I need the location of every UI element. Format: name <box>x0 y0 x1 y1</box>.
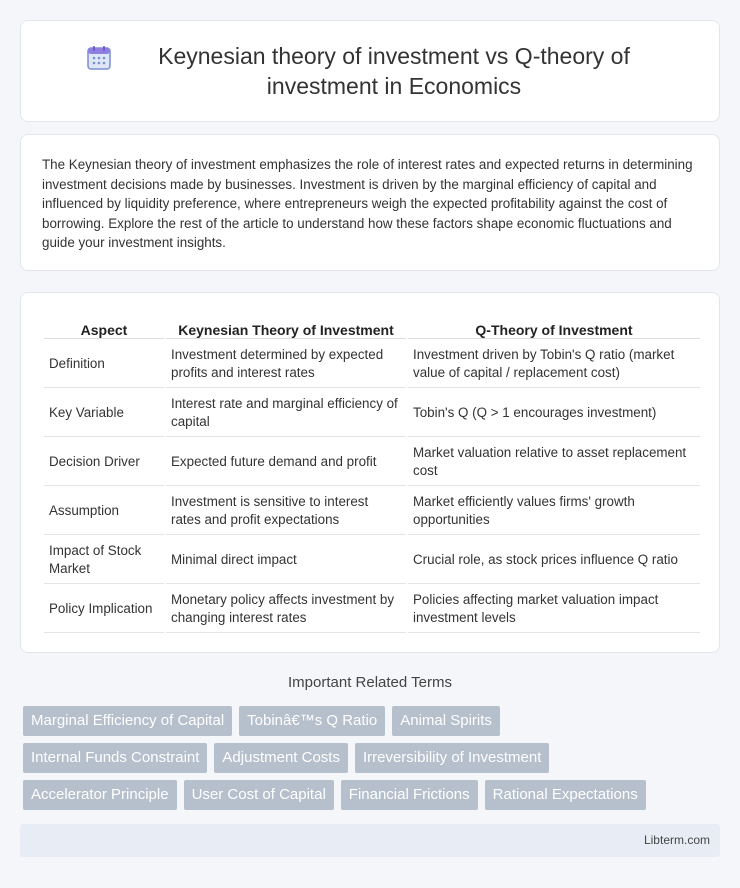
comparison-table <box>42 313 702 635</box>
table-cell: Policy Implication <box>44 586 164 633</box>
table-row <box>44 341 700 388</box>
page-title: Keynesian theory of investment vs Q-theory of investment in Economics <box>158 43 630 99</box>
table-row <box>44 488 700 535</box>
table-cell: Market efficiently values firms' growth opportunities <box>408 488 700 535</box>
table-header-row <box>44 315 700 339</box>
table-cell: Investment is sensitive to interest rates and profit expectations <box>166 488 406 535</box>
related-terms-title: Important Related Terms <box>288 674 452 691</box>
comparison-card <box>20 292 720 653</box>
related-term-tag[interactable]: Marginal Efficiency of Capital <box>23 706 232 736</box>
tag-row <box>23 743 723 773</box>
table-cell: Definition <box>44 341 164 388</box>
table-header: Aspect <box>44 315 164 339</box>
table-cell: Tobin's Q (Q > 1 encourages investment) <box>408 390 700 437</box>
table-cell: Impact of Stock Market <box>44 537 164 584</box>
table-cell: Policies affecting market valuation impact investment levels <box>408 586 700 633</box>
table-cell: Expected future demand and profit <box>166 439 406 486</box>
table-header: Q-Theory of Investment <box>408 315 700 339</box>
related-term-tag[interactable]: Animal Spirits <box>392 706 500 736</box>
footer-link[interactable]: Libterm.com <box>643 833 710 847</box>
footer <box>20 824 720 857</box>
tag-row <box>23 706 723 736</box>
table-header: Keynesian Theory of Investment <box>166 315 406 339</box>
related-term-tag[interactable]: Financial Frictions <box>341 780 478 810</box>
table-row <box>44 537 700 584</box>
title-wrap <box>86 41 654 101</box>
table-cell: Market valuation relative to asset replacement cost <box>408 439 700 486</box>
table-cell: Key Variable <box>44 390 164 437</box>
table-row <box>44 390 700 437</box>
table-cell: Monetary policy affects investment by changing interest rates <box>166 586 406 633</box>
table-cell: Minimal direct impact <box>166 537 406 584</box>
related-term-tag[interactable]: Accelerator Principle <box>23 780 177 810</box>
table-cell: Investment determined by expected profits and interest rates <box>166 341 406 388</box>
related-terms <box>23 706 723 817</box>
related-term-tag[interactable]: Irreversibility of Investment <box>355 743 549 773</box>
related-term-tag[interactable]: Tobinâ€™s Q Ratio <box>239 706 385 736</box>
calendar-icon <box>86 45 112 71</box>
table-row <box>44 439 700 486</box>
related-term-tag[interactable]: Internal Funds Constraint <box>23 743 207 773</box>
related-term-tag[interactable]: Rational Expectations <box>485 780 646 810</box>
table-cell: Assumption <box>44 488 164 535</box>
intro-text: The Keynesian theory of investment emphasizes the role of interest rates and expected returns in determining investment decisions made by businesses. Investment is driven by the marginal efficiency of capital and influenced by liquidity preference, where entrepreneurs weigh the expected profitability against the cost of borrowing. Explore the rest of the article to understand how these factors shape economic fluctuations and guide your investment insights. <box>42 157 693 251</box>
table-row <box>44 586 700 633</box>
table-cell: Interest rate and marginal efficiency of capital <box>166 390 406 437</box>
related-term-tag[interactable]: Adjustment Costs <box>214 743 348 773</box>
table-cell: Investment driven by Tobin's Q ratio (market value of capital / replacement cost) <box>408 341 700 388</box>
tag-row <box>23 780 723 810</box>
table-cell: Crucial role, as stock prices influence Q ratio <box>408 537 700 584</box>
table-cell: Decision Driver <box>44 439 164 486</box>
intro-card <box>20 134 720 271</box>
title-card <box>20 20 720 122</box>
related-term-tag[interactable]: User Cost of Capital <box>184 780 334 810</box>
